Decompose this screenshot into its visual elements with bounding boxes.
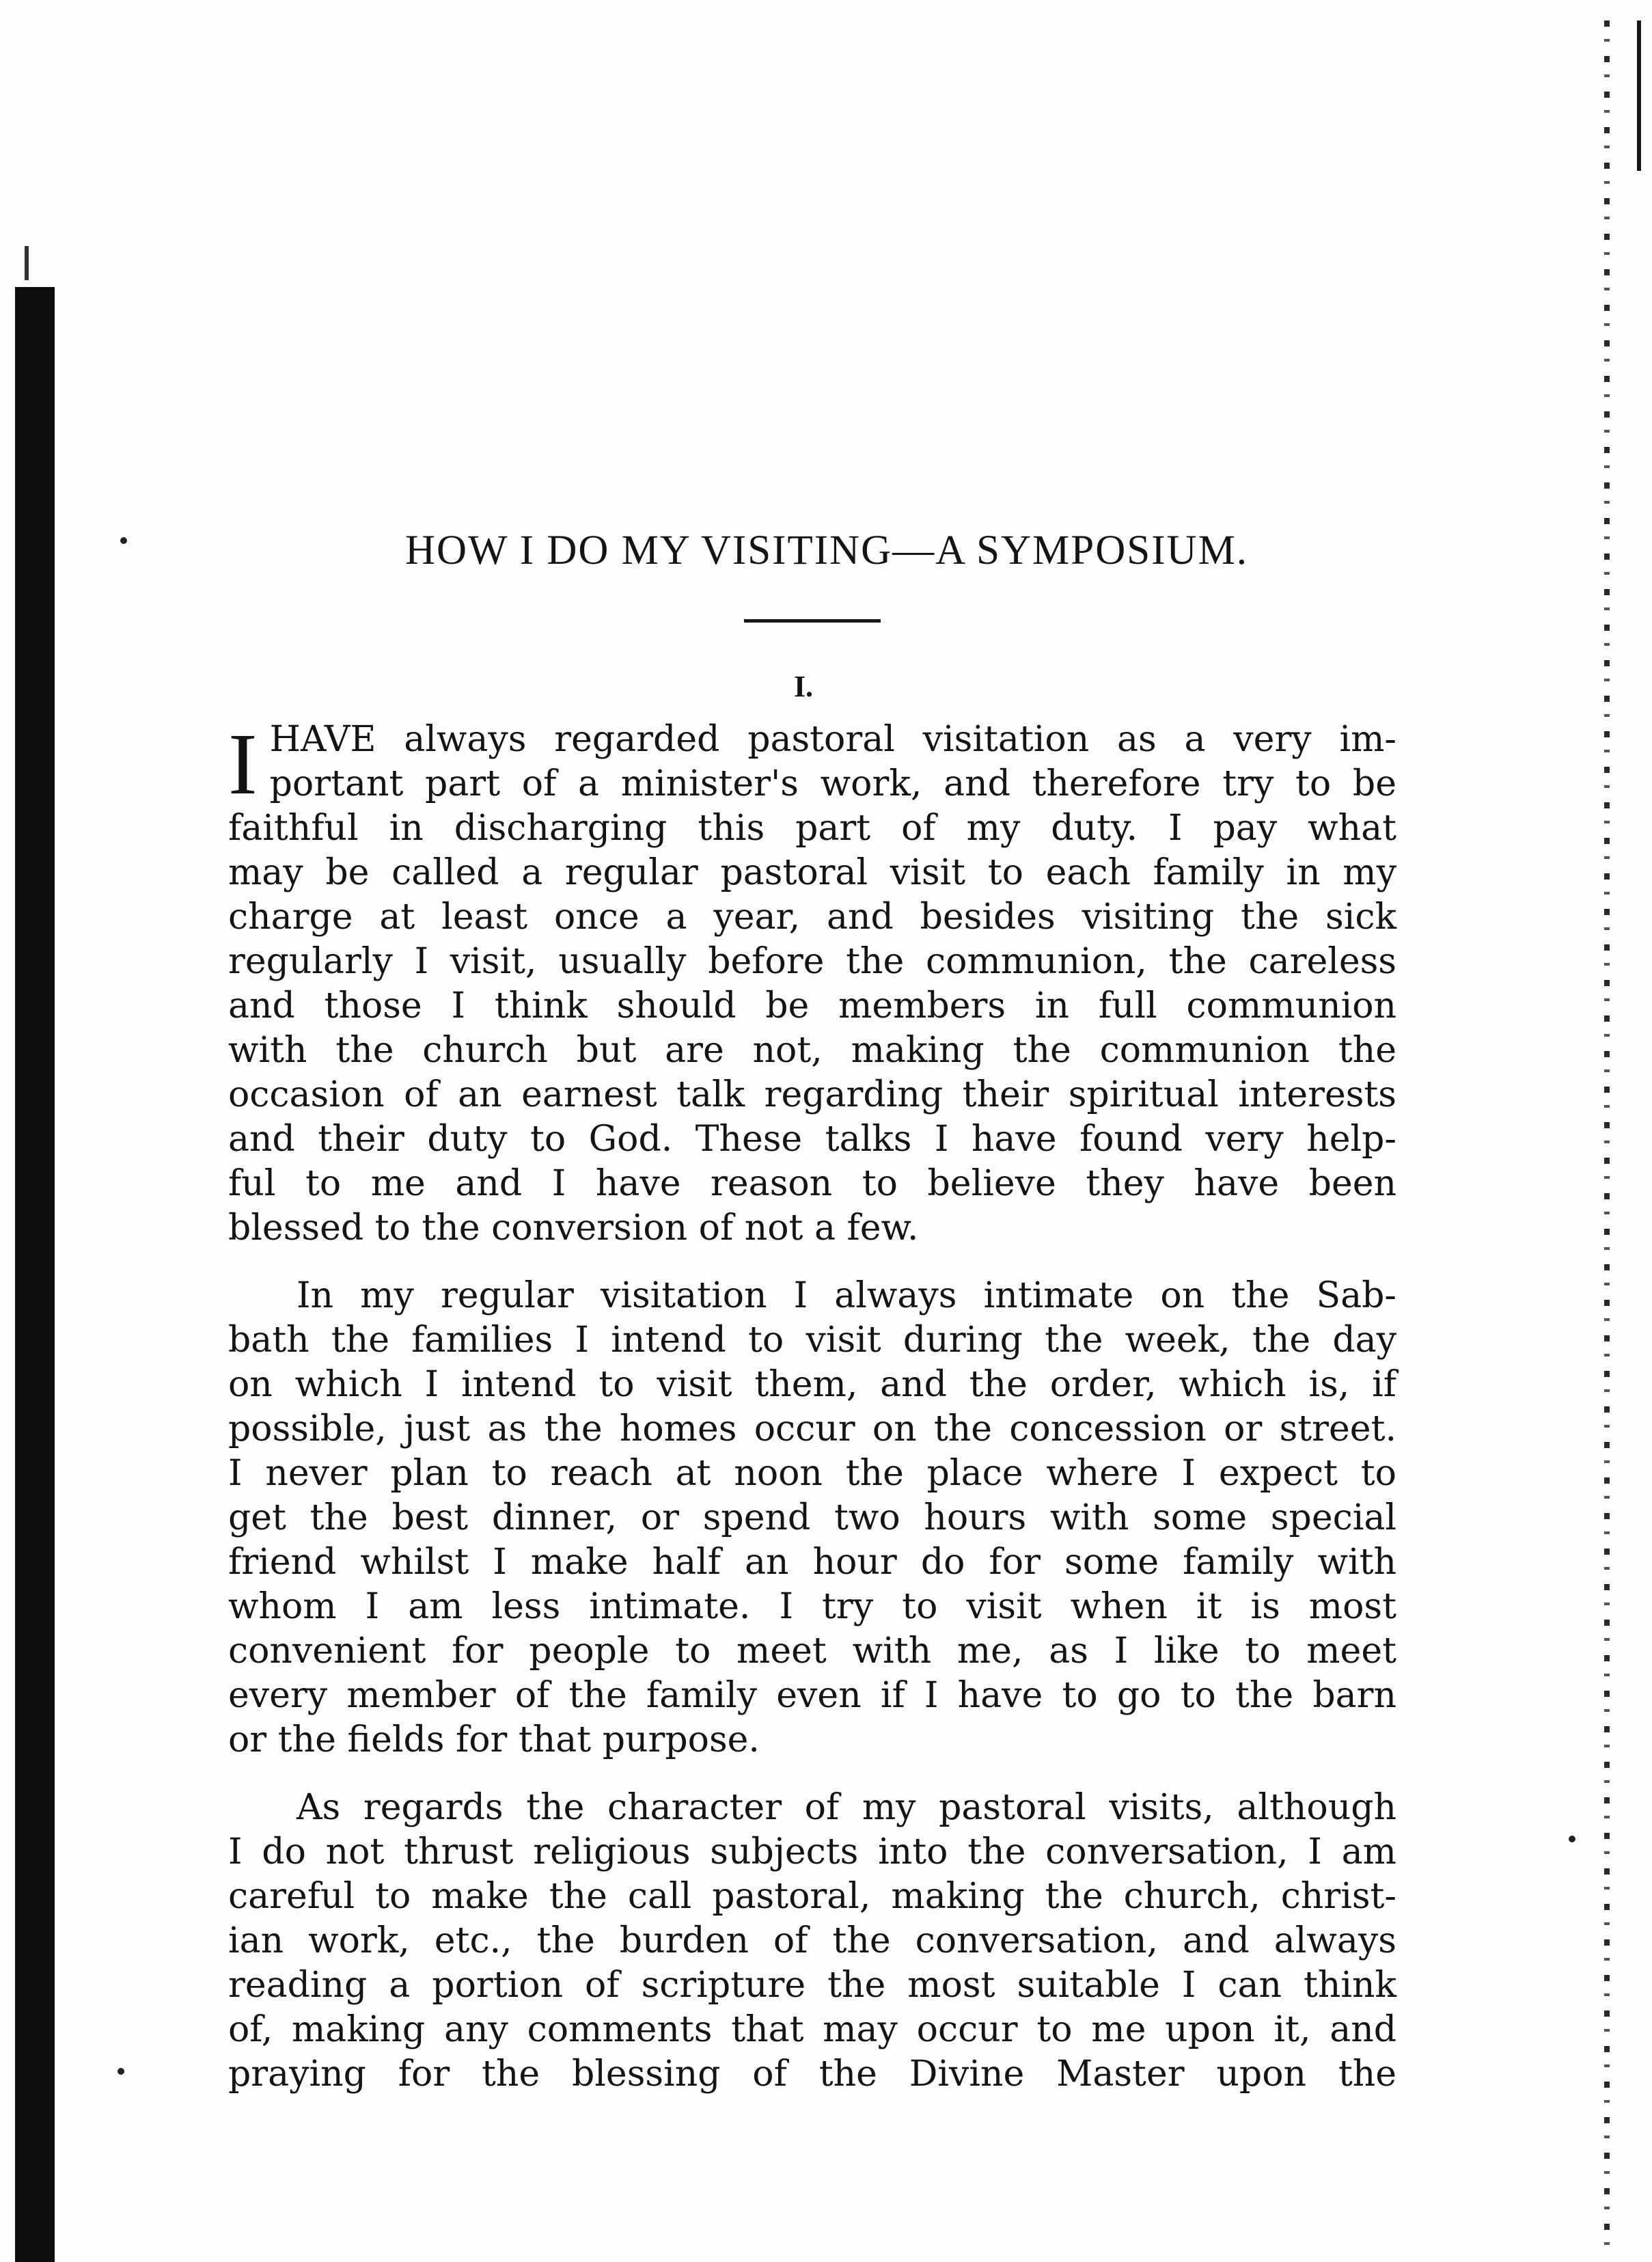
text-line: with the church but are not, making the communion the xyxy=(228,1030,1396,1071)
article-title: HOW I DO MY VISITING—A SYMPOSIUM. xyxy=(404,528,1249,573)
text-line: every member of the family even if I have to go to the barn xyxy=(228,1675,1396,1716)
text-line: whom I am less intimate. I try to visit when it is most xyxy=(228,1586,1396,1627)
right-edge-speckle xyxy=(1604,21,1610,2248)
text-line: bath the families I intend to visit during the week, the day xyxy=(228,1320,1396,1361)
text-line: As regards the character of my pastoral visits, although xyxy=(297,1787,1396,1828)
text-line: may be called a regular pastoral visit to each family in my xyxy=(228,852,1396,893)
article-body xyxy=(228,718,1396,2097)
text-line: HAVE always regarded pastoral visitation as a very im- xyxy=(269,719,1396,760)
text-line: of, making any comments that may occur to me upon it, and xyxy=(228,2009,1396,2050)
text-line: In my regular visitation I always intimate on the Sab- xyxy=(297,1275,1396,1316)
text-line: reading a portion of scripture the most suitable I can think xyxy=(228,1965,1396,2006)
right-edge-bar xyxy=(1637,21,1641,171)
text-line: careful to make the call pastoral, making the church, christ- xyxy=(228,1876,1396,1917)
text-line: I never plan to reach at noon the place where I expect to xyxy=(228,1453,1396,1494)
section-number: I. xyxy=(793,670,814,703)
text-line: ian work, etc., the burden of the conversation, and always xyxy=(228,1920,1396,1961)
binding-edge-shadow xyxy=(15,287,55,2262)
text-line: convenient for people to meet with me, as I like to meet xyxy=(228,1631,1396,1672)
text-line: on which I intend to visit them, and the order, which is, if xyxy=(228,1364,1396,1405)
text-line: charge at least once a year, and besides visiting the sick xyxy=(228,897,1396,938)
paragraph-1 xyxy=(228,718,1396,1251)
text-line: friend whilst I make half an hour do for some family with xyxy=(228,1542,1396,1583)
scan-speck xyxy=(1569,1836,1575,1842)
text-line: regularly I visit, usually before the communion, the careless xyxy=(228,941,1396,982)
text-line: I do not thrust religious subjects into the conversation, I am xyxy=(228,1831,1396,1872)
scan-speck xyxy=(120,537,127,544)
text-line: and those I think should be members in full communion xyxy=(228,985,1396,1026)
binding-edge-mark xyxy=(25,246,29,280)
scan-speck xyxy=(118,2068,124,2075)
text-line: occasion of an earnest talk regarding their spiritual interests xyxy=(228,1074,1396,1115)
text-line: get the best dinner, or spend two hours with some special xyxy=(228,1497,1396,1538)
paragraph-2 xyxy=(228,1274,1396,1762)
text-line: or the fields for that purpose. xyxy=(228,1719,760,1760)
text-line: possible, just as the homes occur on the concession or street. xyxy=(228,1408,1396,1449)
text-line: ful to me and I have reason to believe they have been xyxy=(228,1163,1396,1204)
paragraph-3 xyxy=(228,1786,1396,2097)
text-line: and their duty to God. These talks I have found very help- xyxy=(228,1119,1396,1160)
text-line: faithful in discharging this part of my duty. I pay what xyxy=(228,808,1396,849)
text-line: portant part of a minister's work, and therefore try to be xyxy=(269,763,1396,804)
text-line: praying for the blessing of the Divine Master upon the xyxy=(228,2054,1396,2095)
drop-cap: I xyxy=(228,716,258,813)
title-rule xyxy=(744,619,881,623)
text-line: blessed to the conversion of not a few. xyxy=(228,1208,919,1249)
